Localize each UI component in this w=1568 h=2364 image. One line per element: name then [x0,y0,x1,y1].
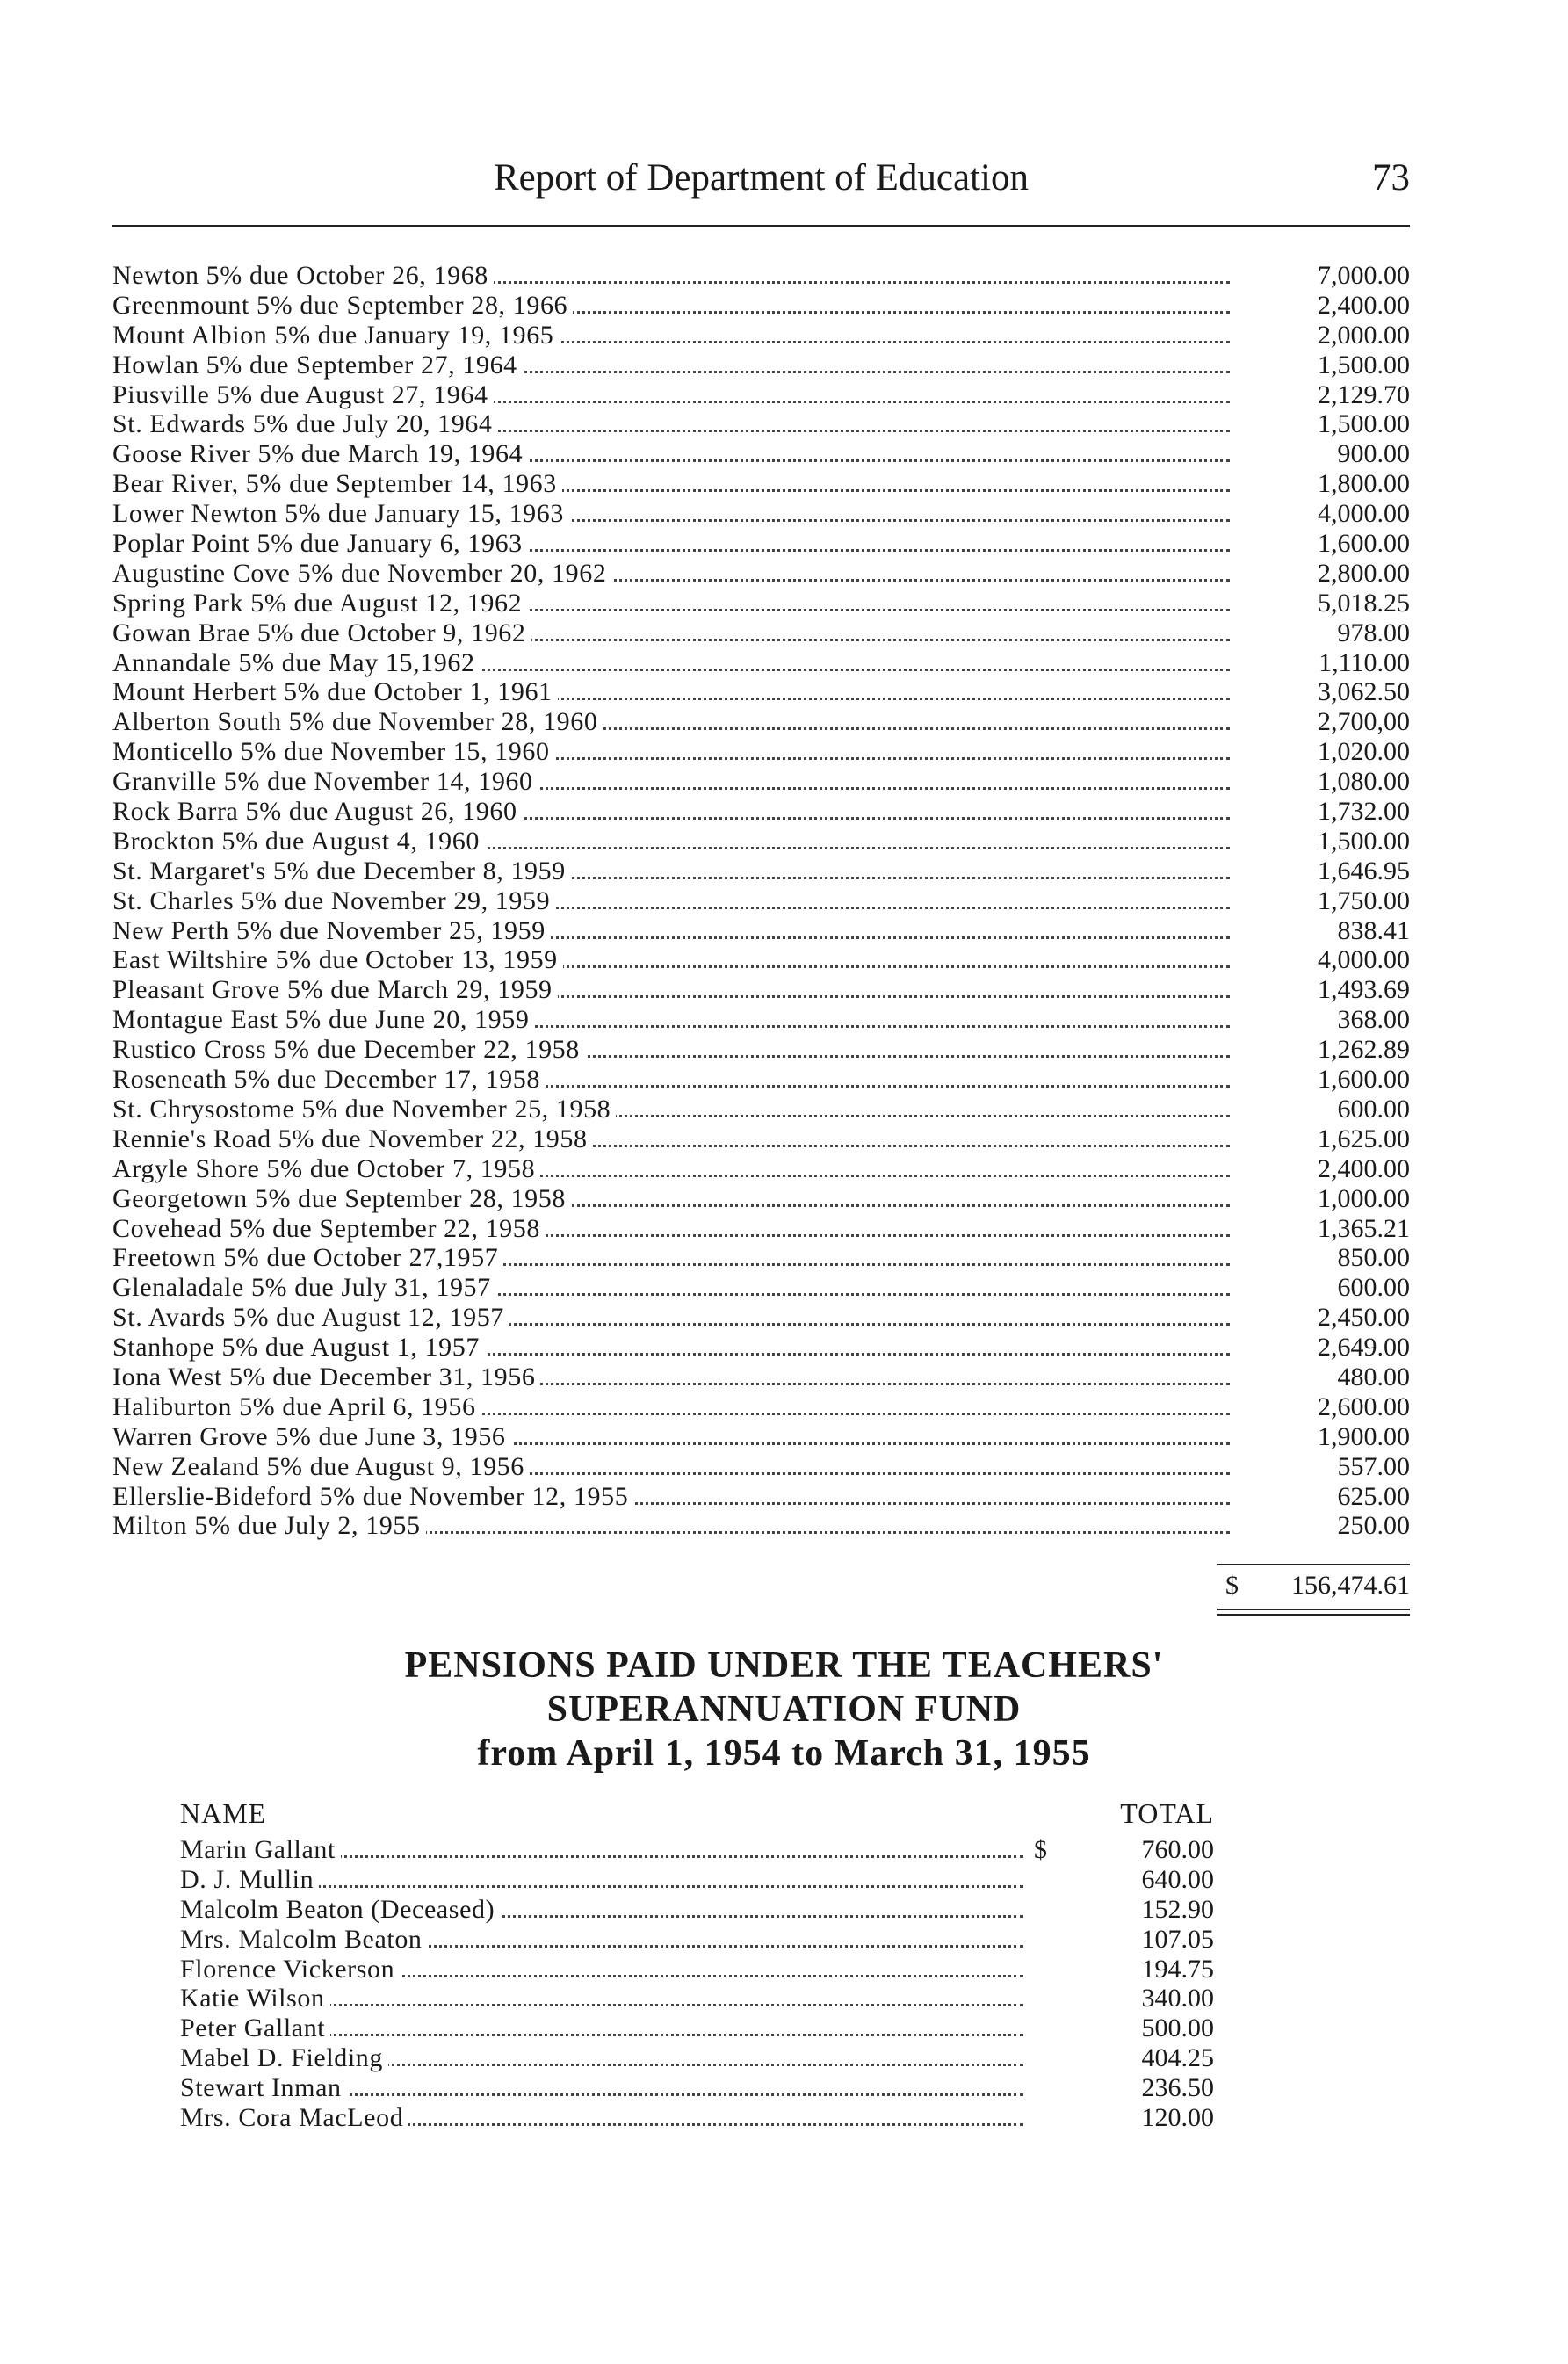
debenture-row [112,291,1410,321]
debenture-name: Monticello 5% due November 15, 1960 [112,737,555,767]
pensioner-name: Stewart Inman [180,2073,347,2103]
pension-row [180,1955,1214,1984]
pension-row [180,2103,1214,2133]
debenture-row [112,1273,1410,1303]
debenture-row [112,648,1410,678]
debenture-amount: 368.00 [1337,1005,1410,1035]
debenture-name: Roseneath 5% due December 17, 1958 [112,1065,546,1095]
debenture-amount: 1,262.89 [1318,1035,1410,1065]
debenture-name: Georgetown 5% due September 28, 1958 [112,1184,571,1214]
debenture-name: St. Chrysostome 5% due November 25, 1958 [112,1095,616,1124]
debenture-row [112,1035,1410,1065]
debenture-row [112,261,1410,291]
pension-row [180,1895,1214,1925]
debenture-row [112,857,1410,886]
debenture-name: Rock Barra 5% due August 26, 1960 [112,797,523,827]
pension-row [180,2013,1214,2043]
debenture-name: Milton 5% due July 2, 1955 [112,1511,426,1541]
debenture-row [112,529,1410,559]
debenture-amount: 1,365.21 [1318,1213,1410,1243]
debenture-amount: 1,646.95 [1318,856,1410,886]
pension-amount: 404.25 [1141,2043,1214,2073]
debenture-name: Alberton South 5% due November 28, 1960 [112,707,603,737]
debenture-amount: 2,700,00 [1318,707,1410,737]
page-number: 73 [1372,157,1410,199]
debenture-amount: 1,600.00 [1318,1065,1410,1095]
column-header-name: NAME [180,1797,267,1829]
debenture-row [112,1124,1410,1154]
debenture-amount: 1,080.00 [1318,767,1410,797]
total-currency: $ [1225,1571,1239,1600]
total-rule-bottom-double [1217,1614,1410,1616]
header-rule [112,225,1410,227]
pensioner-name: Mrs. Malcolm Beaton [180,1925,428,1955]
debenture-amount: 5,018.25 [1318,588,1410,618]
debenture-amount: 3,062.50 [1318,677,1410,707]
debenture-amount: 2,129.70 [1318,380,1410,409]
debenture-amount: 4,000.00 [1318,499,1410,529]
debenture-name: Granville 5% due November 14, 1960 [112,767,538,797]
debenture-row [112,321,1410,351]
debenture-name: St. Charles 5% due November 29, 1959 [112,886,555,916]
debenture-row [112,1452,1410,1482]
debenture-name: Rennie's Road 5% due November 22, 1958 [112,1124,593,1154]
debenture-amount: 1,020.00 [1318,737,1410,767]
debenture-name: St. Margaret's 5% due December 8, 1959 [112,857,571,886]
debenture-amount: 1,732.00 [1318,797,1410,827]
debenture-row [112,380,1410,410]
debenture-name: East Wiltshire 5% due October 13, 1959 [112,945,563,975]
pension-row [180,2043,1214,2073]
debenture-name: Goose River 5% due March 19, 1964 [112,439,528,469]
pensioner-name: Mrs. Cora MacLeod [180,2103,408,2133]
pension-list [180,1835,1214,2133]
debenture-name: Stanhope 5% due August 1, 1957 [112,1333,485,1363]
total-value: 156,474.61 [1291,1571,1410,1600]
column-header-total: TOTAL [1120,1797,1214,1829]
debenture-row [112,1422,1410,1452]
report-title: Report of Department of Education [494,157,1029,199]
debenture-amount: 2,649.00 [1318,1333,1410,1363]
debenture-row [112,1482,1410,1512]
debenture-amount: 600.00 [1337,1094,1410,1124]
page-header [112,156,1410,209]
total-rule-bottom [1217,1609,1410,1610]
pension-row [180,1925,1214,1955]
pensioner-name: Marin Gallant [180,1835,341,1865]
debenture-row [112,589,1410,618]
debenture-row [112,916,1410,946]
debenture-amount: 625.00 [1337,1481,1410,1511]
debenture-row [112,886,1410,916]
pensioner-name: Mabel D. Fielding [180,2043,388,2073]
debenture-amount: 1,500.00 [1318,826,1410,856]
debenture-row [112,1363,1410,1392]
pension-amount: 500.00 [1141,2013,1214,2043]
debenture-amount: 1,500.00 [1318,350,1410,380]
pensioner-name: Peter Gallant [180,2013,330,2043]
debenture-row [112,409,1410,439]
debenture-amount: 1,110.00 [1319,647,1410,677]
debenture-amount: 1,600.00 [1318,529,1410,559]
debenture-name: Greenmount 5% due September 28, 1966 [112,291,573,321]
debenture-name: Lower Newton 5% due January 15, 1963 [112,499,569,529]
debenture-name: St. Avards 5% due August 12, 1957 [112,1303,509,1333]
pensioner-name: D. J. Mullin [180,1865,319,1895]
debenture-name: Spring Park 5% due August 12, 1962 [112,589,527,618]
debenture-row [112,559,1410,589]
debenture-row [112,1303,1410,1333]
debenture-row [112,618,1410,648]
debenture-row [112,1005,1410,1035]
debenture-amount: 2,000.00 [1318,320,1410,350]
debenture-name: New Zealand 5% due August 9, 1956 [112,1452,530,1482]
debenture-name: Piusville 5% due August 27, 1964 [112,380,494,410]
debenture-amount: 1,900.00 [1318,1421,1410,1451]
debenture-amount: 1,800.00 [1318,469,1410,499]
pension-amount: 236.50 [1141,2073,1214,2103]
debenture-name: Mount Herbert 5% due October 1, 1961 [112,677,558,707]
pension-heading-line2: SUPERANNUATION FUND [546,1689,1022,1730]
debenture-name: Glenaladale 5% due July 31, 1957 [112,1273,496,1303]
debenture-row [112,827,1410,857]
pensioner-name: Katie Wilson [180,1984,330,2013]
debenture-name: Mount Albion 5% due January 19, 1965 [112,321,559,351]
pension-amount: 640.00 [1141,1864,1214,1894]
debenture-row [112,469,1410,499]
debenture-amount: 1,000.00 [1318,1183,1410,1213]
debenture-row [112,1243,1410,1273]
debenture-amount: 2,600.00 [1318,1392,1410,1421]
pension-row [180,1984,1214,2013]
debenture-row [112,737,1410,767]
debenture-row [112,439,1410,469]
debenture-name: New Perth 5% due November 25, 1959 [112,916,551,946]
debenture-row [112,797,1410,827]
debenture-name: Warren Grove 5% due June 3, 1956 [112,1422,511,1452]
debenture-name: Annandale 5% due May 15,1962 [112,648,481,678]
pension-currency: $ [1034,1835,1047,1864]
debenture-row [112,707,1410,737]
debenture-amount: 480.00 [1337,1362,1410,1392]
debenture-amount: 978.00 [1337,618,1410,647]
pension-heading-line1: PENSIONS PAID UNDER THE TEACHERS' [404,1645,1164,1686]
debenture-row [112,499,1410,529]
total-rule-top [1217,1564,1410,1565]
debenture-row [112,1511,1410,1541]
debenture-name: Pleasant Grove 5% due March 29, 1959 [112,975,558,1005]
debenture-list [112,261,1410,1541]
debenture-amount: 7,000.00 [1318,261,1410,290]
debenture-amount: 2,800.00 [1318,558,1410,588]
debenture-row [112,975,1410,1005]
debenture-name: Montague East 5% due June 20, 1959 [112,1005,535,1035]
pension-amount: 760.00 [1141,1835,1214,1864]
debenture-amount: 2,450.00 [1318,1303,1410,1333]
debenture-row [112,1095,1410,1124]
pension-row [180,1865,1214,1895]
pension-amount: 120.00 [1141,2103,1214,2133]
pension-amount: 340.00 [1141,1984,1214,2013]
debenture-amount: 1,750.00 [1318,886,1410,915]
debenture-amount: 2,400.00 [1318,1153,1410,1183]
debenture-amount: 2,400.00 [1318,290,1410,320]
debenture-name: Augustine Cove 5% due November 20, 1962 [112,559,611,589]
pension-heading-line3: from April 1, 1954 to March 31, 1955 [477,1733,1091,1774]
debenture-row [112,1392,1410,1422]
debenture-row [112,1065,1410,1095]
debenture-name: Bear River, 5% due September 14, 1963 [112,469,562,499]
debenture-row [112,351,1410,380]
debenture-row [112,1214,1410,1244]
debenture-amount: 600.00 [1337,1273,1410,1303]
debenture-amount: 250.00 [1337,1511,1410,1541]
debenture-amount: 4,000.00 [1318,945,1410,975]
debenture-name: Newton 5% due October 26, 1968 [112,261,494,291]
debenture-row [112,1154,1410,1184]
debenture-name: Haliburton 5% due April 6, 1956 [112,1392,481,1422]
debenture-amount: 557.00 [1337,1451,1410,1481]
debenture-name: Poplar Point 5% due January 6, 1963 [112,529,528,559]
debenture-name: Howlan 5% due September 27, 1964 [112,351,523,380]
debenture-amount: 1,493.69 [1318,975,1410,1005]
debenture-name: Iona West 5% due December 31, 1956 [112,1363,540,1392]
debenture-name: Brockton 5% due August 4, 1960 [112,827,485,857]
debenture-row [112,677,1410,707]
debenture-name: Covehead 5% due September 22, 1958 [112,1214,546,1244]
pension-amount: 194.75 [1141,1954,1214,1984]
debenture-name: Freetown 5% due October 27,1957 [112,1243,503,1273]
pensioner-name: Florence Vickerson [180,1955,400,1984]
pension-row [180,1835,1214,1865]
pensioner-name: Malcolm Beaton (Deceased) [180,1895,500,1925]
debenture-amount: 838.41 [1337,915,1410,945]
pension-row [180,2073,1214,2103]
debenture-amount: 1,625.00 [1318,1124,1410,1153]
debenture-row [112,767,1410,797]
pension-amount: 107.05 [1141,1924,1214,1954]
debenture-row [112,945,1410,975]
debenture-name: St. Edwards 5% due July 20, 1964 [112,409,498,439]
debenture-name: Ellerslie-Bideford 5% due November 12, 1955 [112,1482,633,1512]
debenture-row [112,1333,1410,1363]
debenture-amount: 900.00 [1337,439,1410,469]
debenture-name: Gowan Brae 5% due October 9, 1962 [112,618,531,648]
pension-amount: 152.90 [1141,1894,1214,1924]
debenture-name: Rustico Cross 5% due December 22, 1958 [112,1035,585,1065]
debenture-row [112,1184,1410,1214]
debenture-amount: 850.00 [1337,1243,1410,1273]
debenture-name: Argyle Shore 5% due October 7, 1958 [112,1154,540,1184]
debenture-amount: 1,500.00 [1318,409,1410,439]
